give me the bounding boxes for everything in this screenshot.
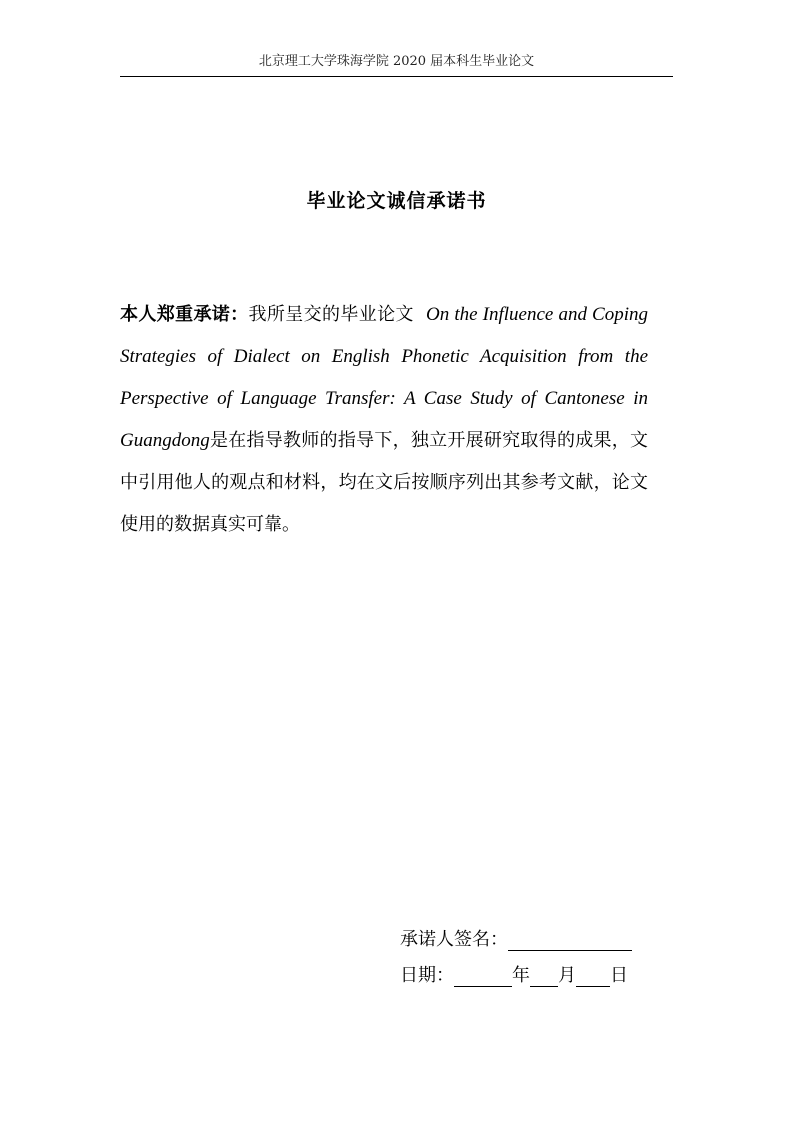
thesis-title: On the Influence and Coping Strategies of Dialect on English Phonetic Acquisition from the Perspective of Language Transfer: A Case Study of Cantonese in Guangdong <box>120 304 649 451</box>
header-text: 北京理工大学珠海学院 2020 届本科生毕业论文 <box>258 54 535 69</box>
statement-intro: 我所呈交的毕业论文 <box>248 304 414 325</box>
statement-body: 是在指导教师的指导下，独立开展研究取得的成果，文中引用他人的观点和材料，均在文后按顺序列出其参考文献，论文使用的数据真实可靠。 <box>120 430 648 535</box>
year-label: 年 <box>512 965 530 986</box>
month-blank[interactable] <box>530 960 558 987</box>
page-title: 毕业论文诚信承诺书 <box>306 190 487 212</box>
signer-row <box>400 922 650 958</box>
date-label: 日期： <box>400 965 454 986</box>
signer-label: 承诺人签名： <box>400 929 508 950</box>
signer-name-blank[interactable] <box>508 924 632 951</box>
year-blank[interactable] <box>454 960 512 987</box>
day-blank[interactable] <box>576 960 610 987</box>
date-row <box>400 958 650 994</box>
statement-lead: 本人郑重承诺： <box>120 304 249 325</box>
page-header <box>120 54 673 77</box>
day-label: 日 <box>610 965 628 986</box>
signature-block <box>400 922 650 994</box>
integrity-statement <box>120 294 648 546</box>
month-label: 月 <box>558 965 576 986</box>
